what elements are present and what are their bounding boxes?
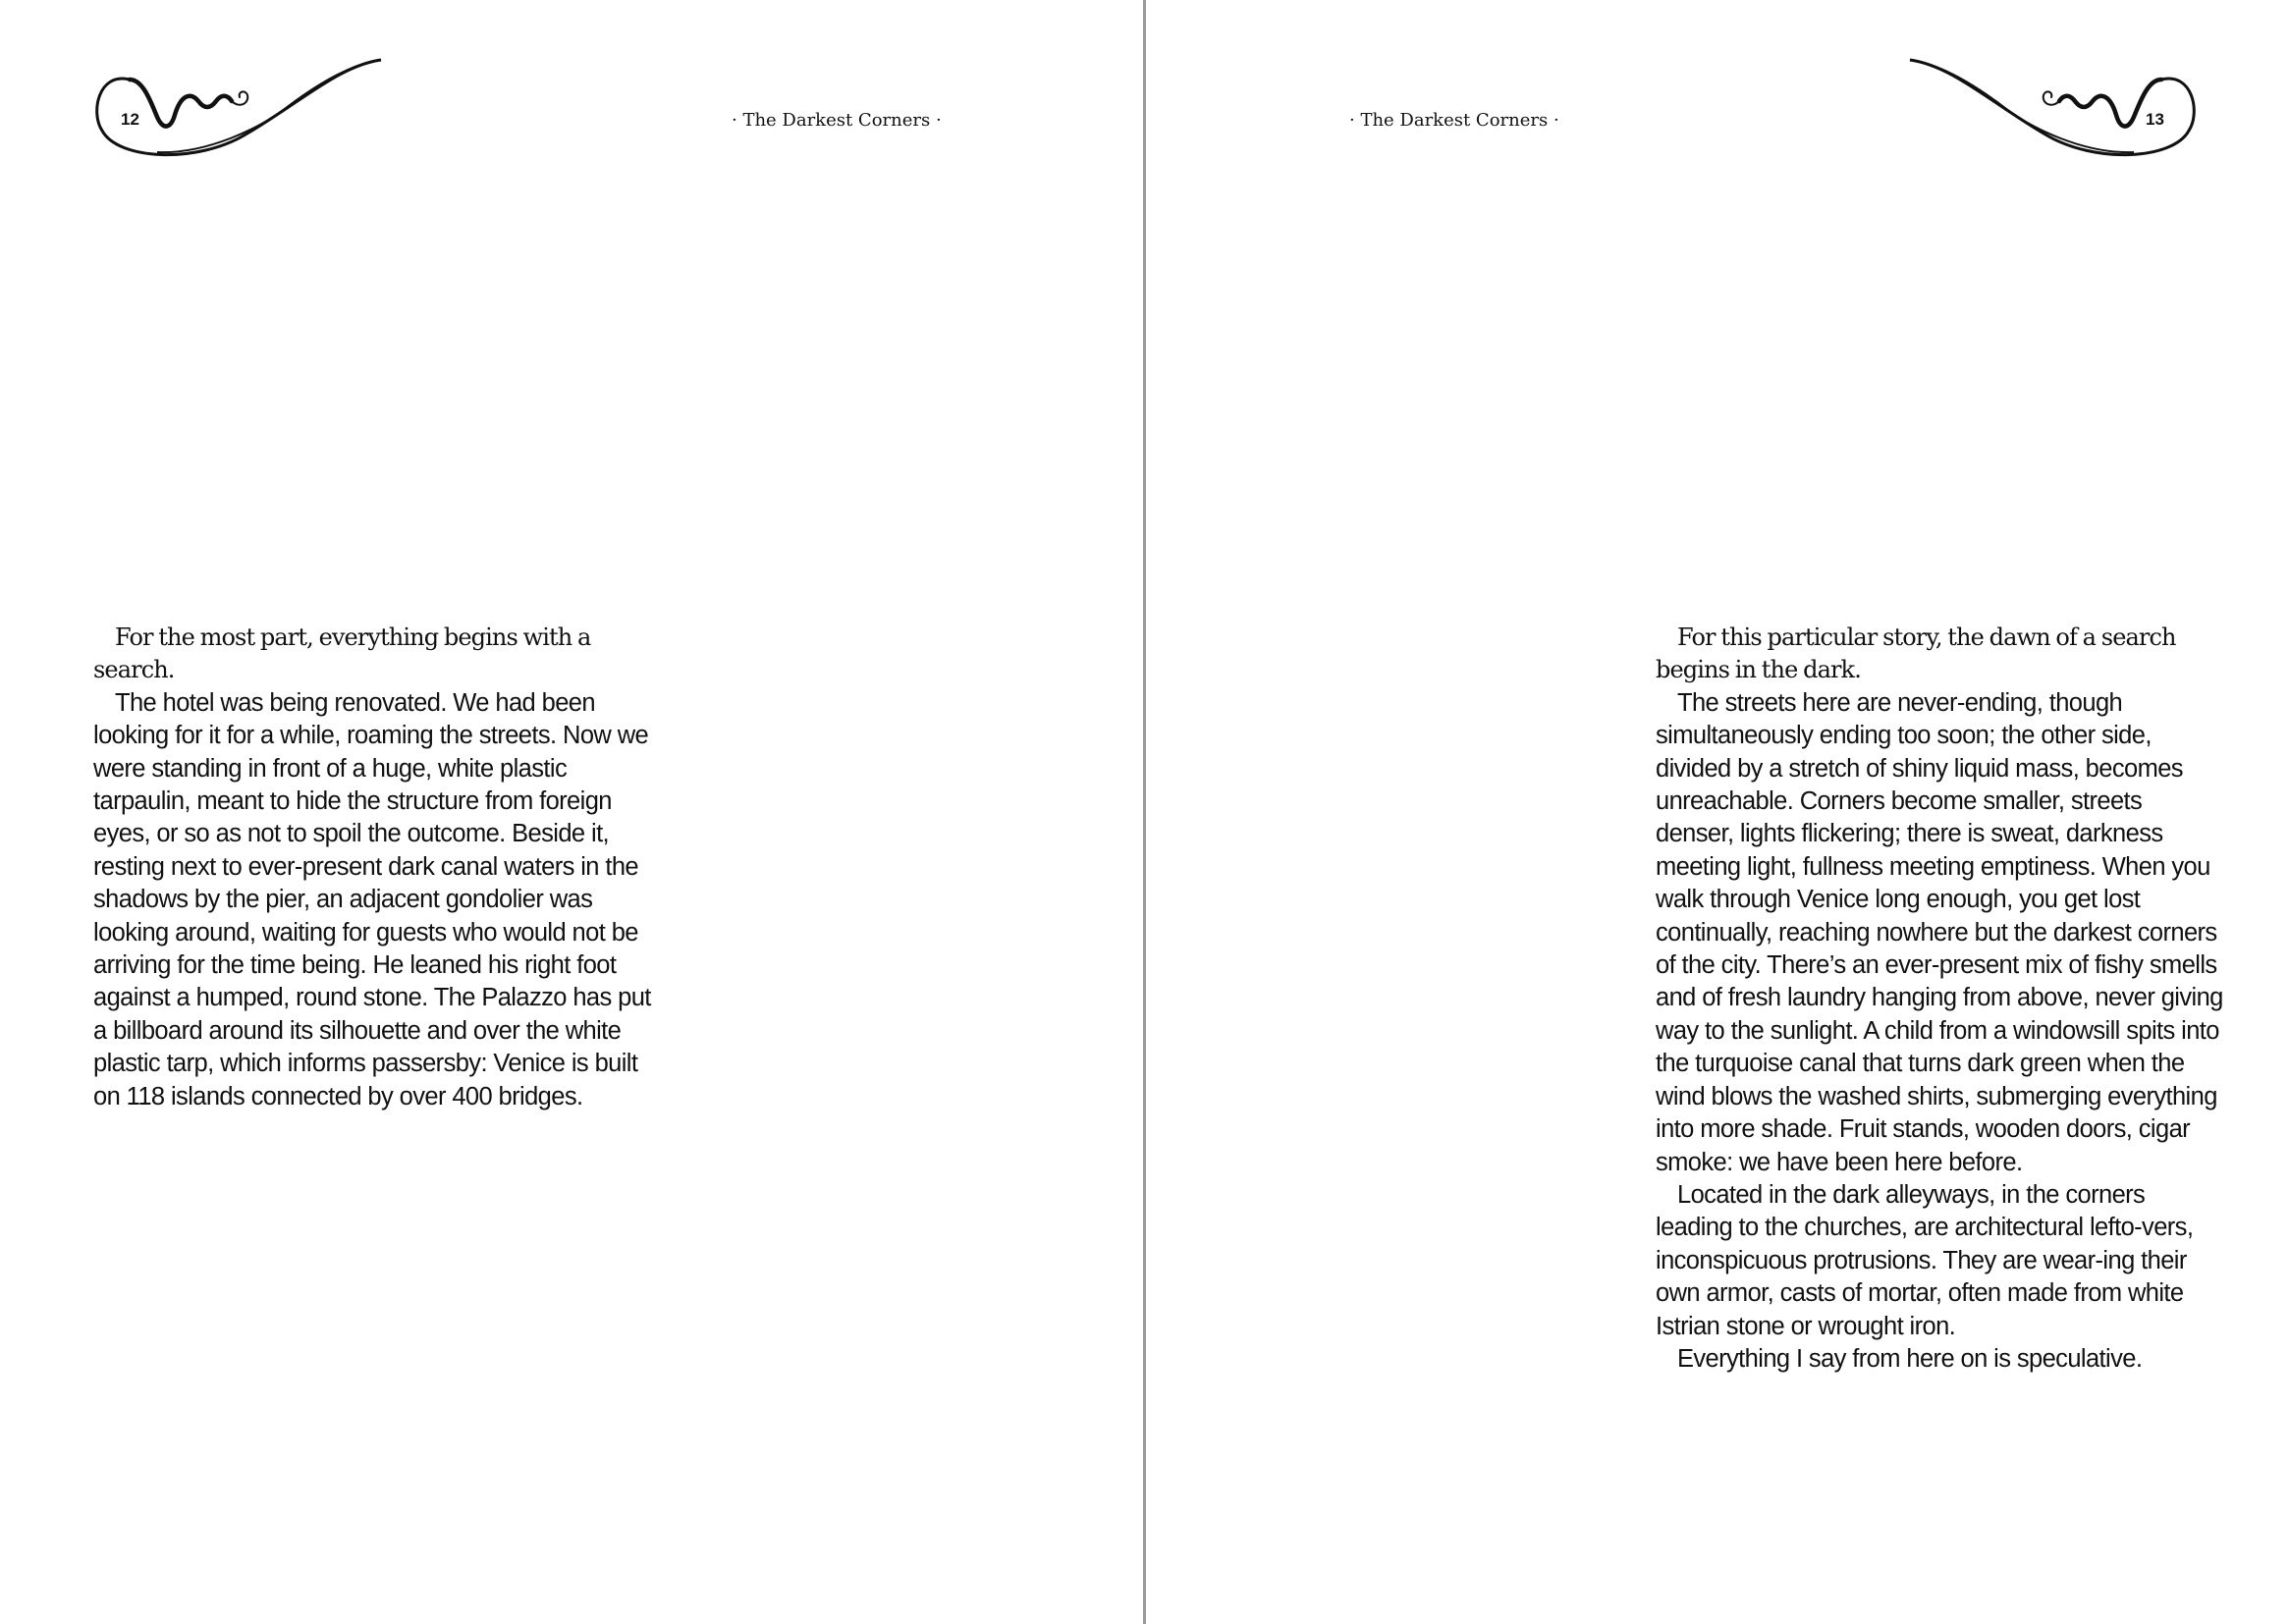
paragraph: Located in the dark alleyways, in the corners leading to the churches, are architectural lefto-vers, inconspicuous protrusions. They are wear-ing their own armor, casts of mortar, often made from white Istrian stone or wrought iron.	[1656, 1180, 2194, 1340]
paragraph: Everything I say from here on is speculative.	[1677, 1344, 2143, 1373]
page-number: 13	[2146, 110, 2164, 129]
body-text	[1656, 622, 2225, 1376]
page-number: 12	[121, 110, 139, 129]
lead-paragraph: For the most part, everything begins with a search.	[93, 623, 591, 684]
running-head: · The Darkest Corners ·	[1349, 110, 1559, 131]
body-text	[93, 622, 663, 1113]
gutter-divider	[1143, 0, 1146, 1624]
lead-paragraph: For this particular story, the dawn of a search begins in the dark.	[1656, 623, 2176, 684]
paragraph: The hotel was being renovated. We had been looking for it for a while, roaming the streets. Now we were standing in front of a huge, white plastic tarpaulin, meant to hide the structure from foreign eyes, or so as not to spoil the outcome. Beside it, resting next to ever-present dark canal waters in the shadows by the pier, an adjacent gondolier was looking around, waiting for guests who would not be arriving for the time being. He leaned his right foot against a humped, round stone. The Palazzo has put a billboard around its silhouette and over the white plastic tarp, which informs passersby: Venice is built on 118 islands connected by over 400 bridges.	[93, 688, 651, 1110]
running-head: · The Darkest Corners ·	[732, 110, 942, 131]
paragraph: The streets here are never-ending, though simultaneously ending too soon; the other side, divided by a stretch of shiny liquid mass, becomes unreachable. Corners become smaller, streets denser, lights flickering; there is sweat, darkness meeting light, fullness meeting emptiness. When you walk through Venice long enough, you get lost continually, reaching nowhere but the darkest corners of the city. There’s an ever-present mix of fishy smells and of fresh laundry hanging from above, never giving way to the sunlight. A child from a windowsill spits into the turquoise canal that turns dark green when the wind blows the washed shirts, submerging everything into more shade. Fruit stands, wooden doors, cigar smoke: we have been here before.	[1656, 688, 2223, 1176]
